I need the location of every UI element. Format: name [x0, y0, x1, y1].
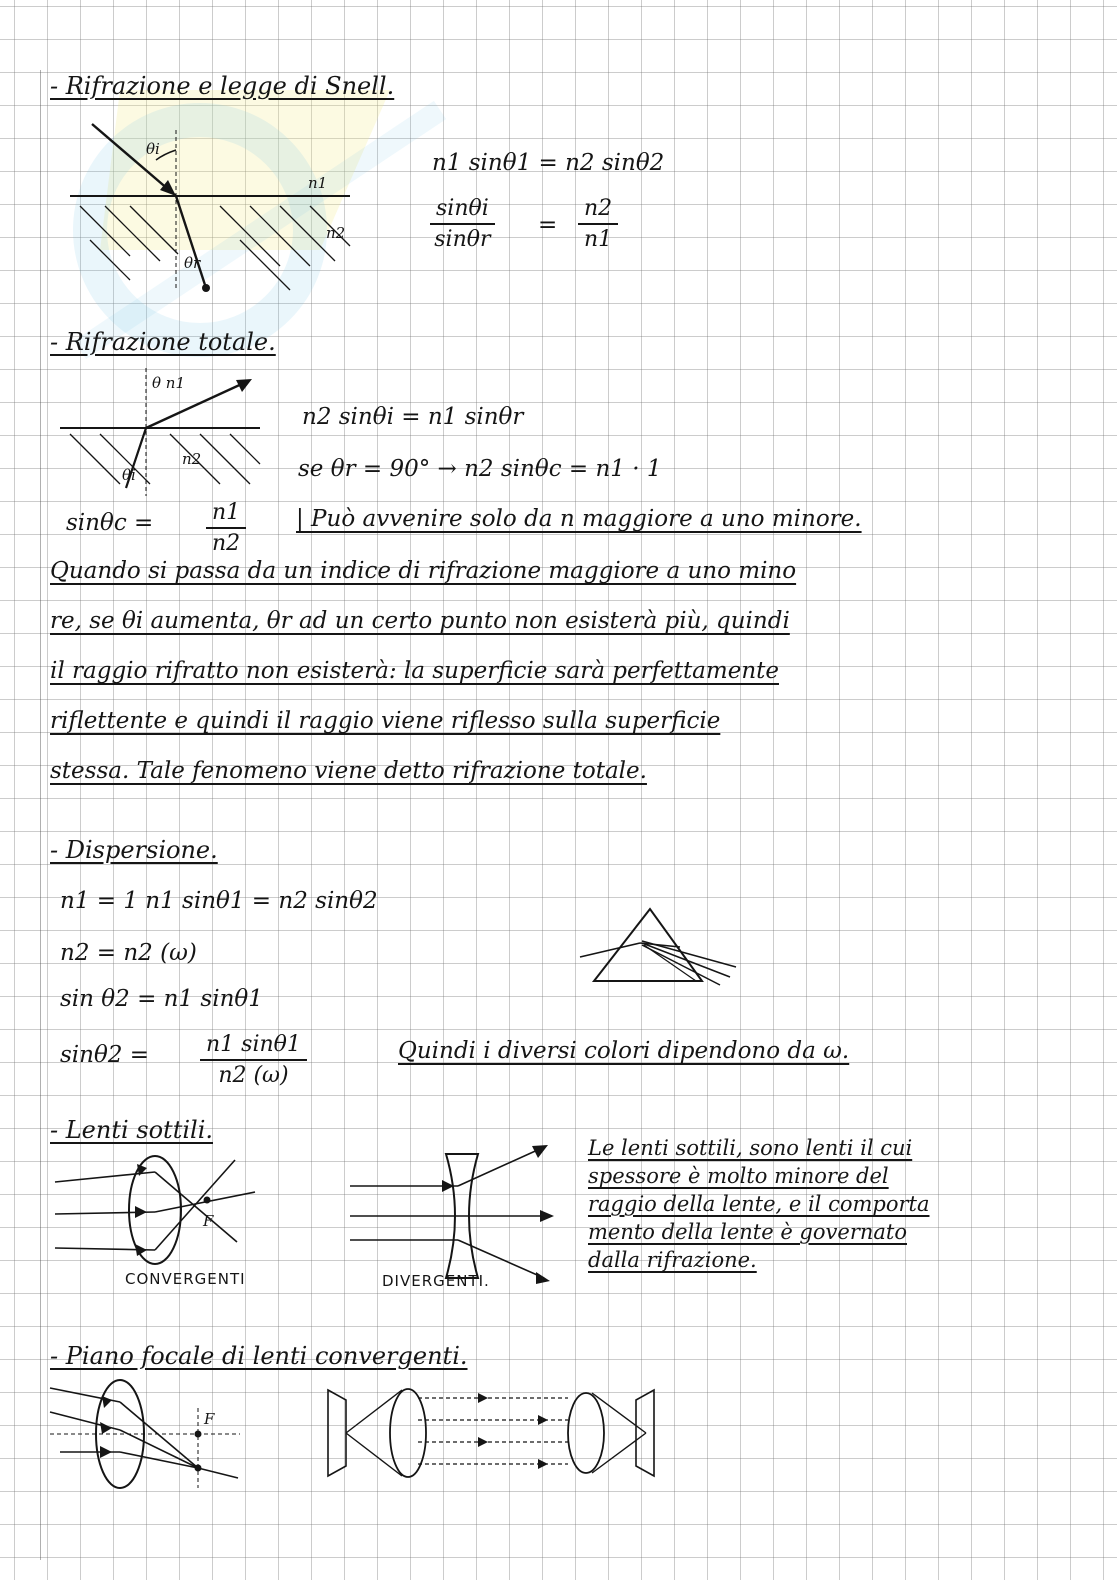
focal-plane-diagram: [50, 1378, 270, 1498]
section-title-snell: - Rifrazione e legge di Snell.: [50, 72, 395, 100]
dispersion-eq2: n2 = n2 (ω): [60, 940, 197, 966]
dispersion-fraction-den: n2 (ω): [218, 1063, 289, 1088]
critical-angle-den: n2: [212, 531, 241, 556]
snell-ratio-right-num: n2: [578, 196, 618, 225]
margin-line: [40, 70, 41, 1560]
section-title-focal-plane: - Piano focale di lenti convergenti.: [50, 1342, 468, 1370]
total-para-line-5: stessa. Tale fenomeno viene detto rifrazione totale.: [50, 758, 647, 784]
thin-lenses-text-3: raggio della lente, e il comporta: [588, 1192, 930, 1216]
snell-ratio-right: [578, 196, 618, 252]
dispersion-fraction: [200, 1032, 307, 1088]
total-para-line-3: il raggio rifratto non esisterà: la superficie sarà perfettamente: [50, 658, 779, 684]
section-title-dispersion: - Dispersione.: [50, 836, 218, 864]
converging-lens-diagram: [55, 1152, 335, 1292]
total-eq2: se θr = 90° → n2 sinθc = n1 · 1: [298, 456, 662, 482]
focus-label-converging: F: [203, 1212, 214, 1230]
n2-label-total: n2: [182, 450, 202, 468]
dispersion-eq1: n1 = 1 n1 sinθ1 = n2 sinθ2: [60, 888, 378, 914]
converging-label: CONVERGENTI: [125, 1270, 246, 1288]
critical-angle-lhs: sinθc =: [66, 510, 154, 536]
snell-ratio-left-num: sinθi: [430, 196, 495, 225]
snell-ratio-left-den: sinθr: [434, 227, 491, 252]
snell-equation: n1 sinθ1 = n2 sinθ2: [432, 150, 665, 176]
snell-ratio-left: [430, 196, 495, 252]
n2-label: n2: [326, 224, 346, 242]
snell-ratio-right-den: n1: [584, 227, 613, 252]
snell-refraction-diagram: [60, 110, 380, 310]
theta-n1-label: θ n1: [152, 374, 186, 392]
n1-label: n1: [308, 174, 328, 192]
dispersion-eq3: sin θ2 = n1 sinθ1: [60, 986, 263, 1012]
theta-i-label: θi: [146, 140, 160, 158]
beam-expander-diagram: [318, 1378, 668, 1488]
critical-angle-num: n1: [206, 500, 246, 529]
snell-ratio-equals: =: [538, 212, 558, 238]
critical-angle-fraction: [206, 500, 246, 556]
total-para-line-1: Quando si passa da un indice di rifrazione maggiore a uno mino: [50, 558, 797, 584]
thin-lenses-text-2: spessore è molto minore del: [588, 1164, 889, 1188]
focus-label-focal-plane: F: [204, 1410, 215, 1428]
thin-lenses-text-1: Le lenti sottili, sono lenti il cui: [588, 1136, 913, 1160]
dispersion-note: Quindi i diversi colori dipendono da ω.: [398, 1038, 850, 1064]
dispersion-eq4-lhs: sinθ2 =: [60, 1042, 150, 1068]
total-para-line-4: riflettente e quindi il raggio viene riflesso sulla superficie: [50, 708, 721, 734]
total-para-line-2: re, se θi aumenta, θr ad un certo punto non esisterà più, quindi: [50, 608, 790, 634]
diverging-lens-diagram: [350, 1140, 590, 1290]
diverging-label: DIVERGENTI.: [382, 1272, 490, 1290]
section-title-thin-lenses: - Lenti sottili.: [50, 1116, 213, 1144]
dispersion-fraction-num: n1 sinθ1: [200, 1032, 307, 1061]
theta-r-label: θr: [184, 254, 201, 272]
thin-lenses-text-5: dalla rifrazione.: [588, 1248, 757, 1272]
prism-diagram: [580, 905, 750, 990]
section-title-total-refraction: - Rifrazione totale.: [50, 328, 276, 356]
total-eq1: n2 sinθi = n1 sinθr: [302, 404, 524, 430]
theta-label-total: θi: [122, 466, 136, 484]
thin-lenses-text-4: mento della lente è governato: [588, 1220, 907, 1244]
total-note: | Può avvenire solo da n maggiore a uno minore.: [296, 506, 862, 532]
total-refraction-diagram: [60, 368, 280, 498]
